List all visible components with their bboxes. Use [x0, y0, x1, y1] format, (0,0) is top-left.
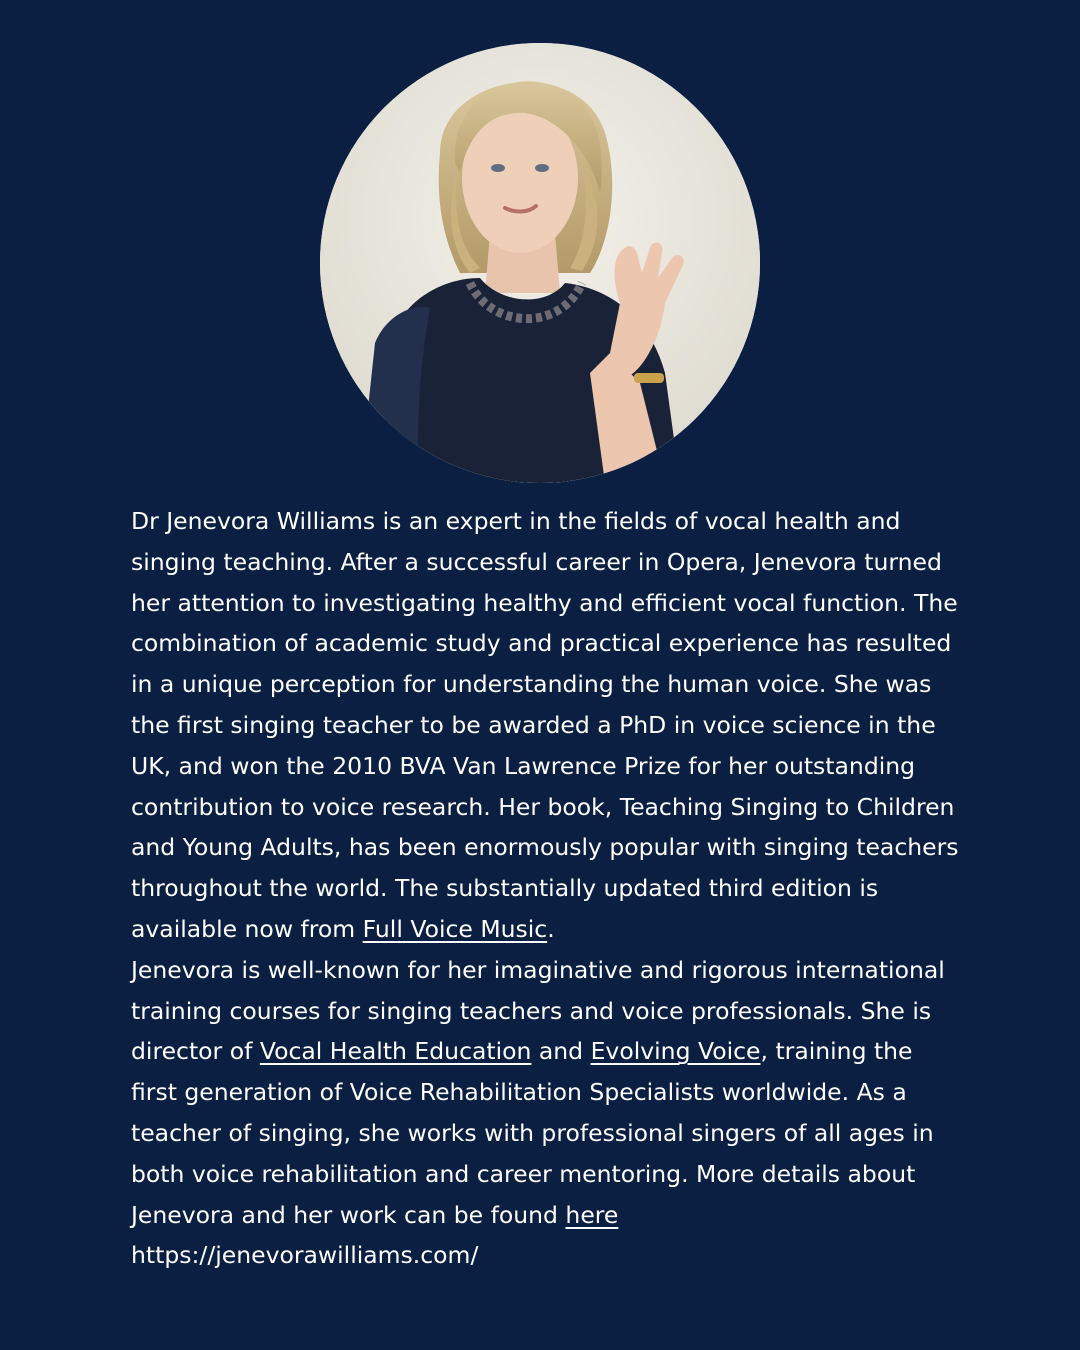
- here-link[interactable]: here: [565, 1200, 619, 1229]
- evolving-voice-link[interactable]: Evolving Voice: [590, 1037, 761, 1066]
- bio-paragraph-2: [131, 950, 961, 1276]
- portrait-photo: [320, 43, 760, 483]
- bio-paragraph-1-text: Dr Jenevora Williams is an expert in the fields of vocal health and singing teaching. After a successful career in Opera, Jenevora turned her attention to investigating healthy and efficient vocal function. The combination of academic study and practical experience has resulted in a unique perception for understanding the human voice. She was the first singing teacher to be awarded a PhD in voice science in the UK, and won the 2010 BVA Van Lawrence Prize for her outstanding contribution to voice research. Her book, Teaching Singing to Children and Young Adults, has been enormously popular with singing teachers throughout the world. The substantially updated third edition is available now from: [131, 507, 959, 943]
- bio-text: [131, 501, 961, 1276]
- bio-paragraph-2-text-a: Jenevora is well-known for her imaginative and rigorous international training courses for singing teachers and voice professionals. She is director of: [131, 955, 945, 1066]
- bio-paragraph-2-text-b: and: [531, 1037, 591, 1066]
- bio-paragraph-2-text-d: https://jenevorawilliams.com/: [131, 1241, 479, 1270]
- bio-paragraph-2-text-c: , training the first generation of Voice Rehabilitation Specialists worldwide. As a teacher of singing, she works with professional singers of all ages in both voice rehabilitation and career mentoring. More details about Jenevora and her work can be found: [131, 1037, 934, 1229]
- portrait-illustration: [320, 43, 760, 483]
- bio-paragraph-1-end: .: [547, 914, 555, 943]
- full-voice-music-link[interactable]: Full Voice Music: [362, 914, 548, 943]
- bio-paragraph-1: [131, 501, 961, 950]
- vocal-health-education-link[interactable]: Vocal Health Education: [259, 1037, 532, 1066]
